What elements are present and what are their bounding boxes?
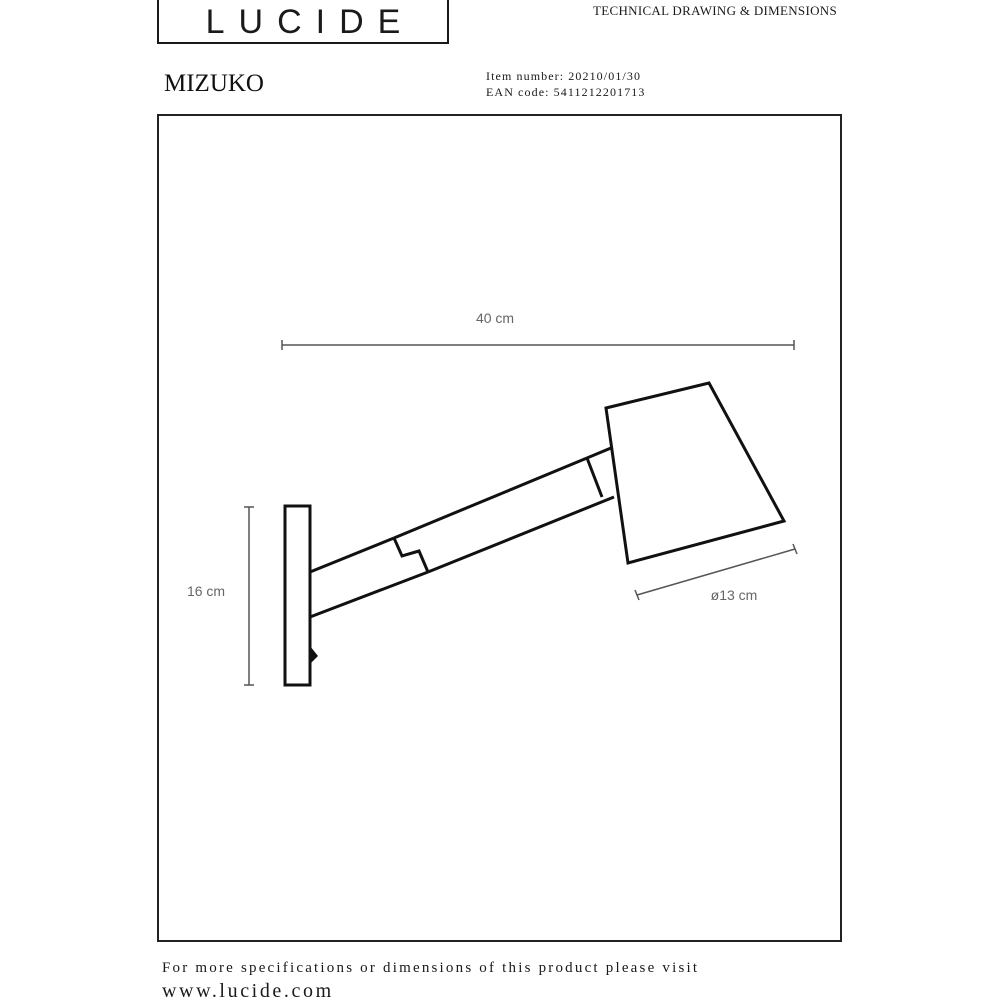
height-dimension-line [244,507,254,685]
lamp-shade [606,383,784,563]
diameter-label: ø13 cm [710,587,758,603]
product-name: MIZUKO [164,70,264,97]
logo-text: LUCIDE [205,3,415,41]
width-dimension-line [282,340,794,350]
lamp-arm [310,448,614,617]
footer-url[interactable]: www.lucide.com [162,980,334,1002]
footer-text: For more specifications or dimensions of this product please visit [162,960,700,976]
switch-knob [310,646,318,664]
ean-code: EAN code: 5411212201713 [486,85,646,99]
item-number: Item number: 20210/01/30 [486,69,642,83]
width-label: 40 cm [475,310,515,326]
header-title: TECHNICAL DRAWING & DIMENSIONS [593,3,837,18]
height-label: 16 cm [186,583,226,599]
wall-plate [285,506,310,685]
